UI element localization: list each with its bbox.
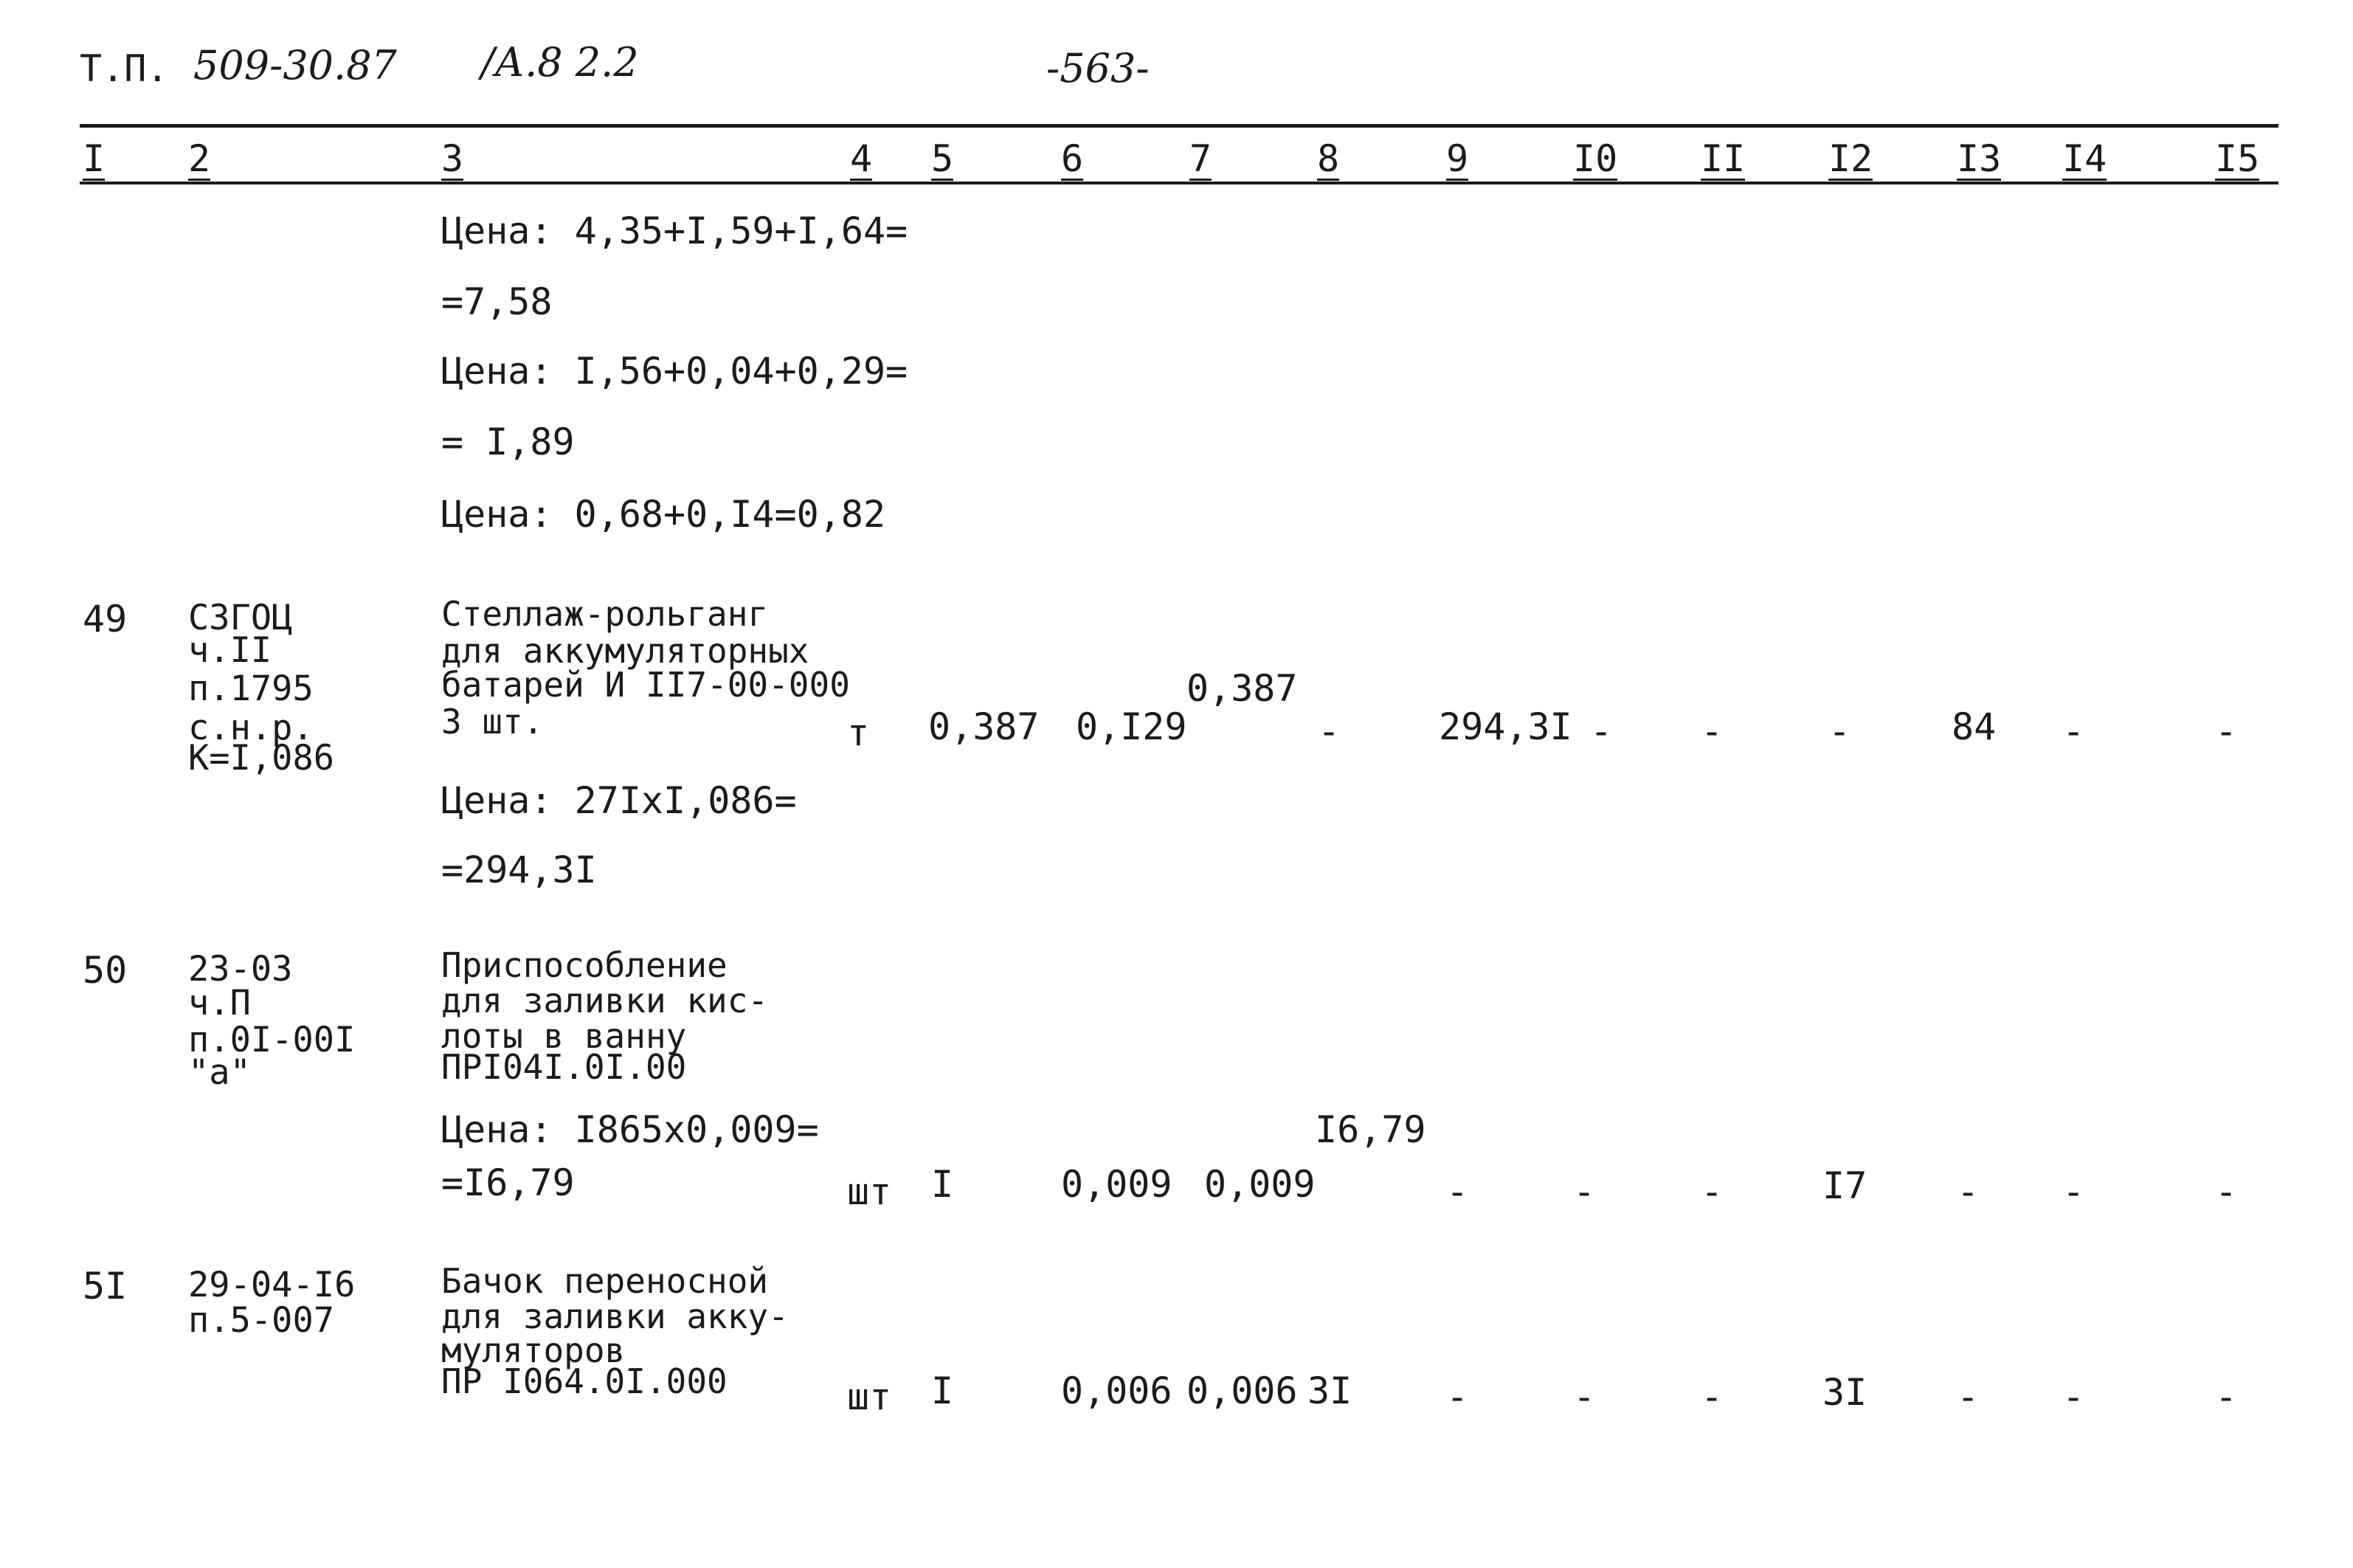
row-col5: 0,387 [928,705,1040,748]
row-col12: - [1828,710,1851,753]
row-code-line: п.5-007 [188,1300,335,1341]
row-col7: 0,009 [1204,1163,1316,1206]
row-col7: 0,387 [1186,667,1298,710]
row-code-line: СЗГОЦ [188,598,293,638]
price-line: =294,3I [441,849,597,891]
row-col8: I6,79 [1315,1108,1426,1151]
album-number: /А.8 2.2 [481,39,639,86]
row-col10: - [1573,1170,1596,1213]
row-number: 50 [83,949,128,992]
col-header-2: 2 [188,137,211,180]
col-header-7: 7 [1189,137,1212,180]
row-col13: - [1957,1170,1980,1213]
row-unit: шт [847,1170,892,1213]
price-line: =7,58 [441,280,553,323]
row-col8: 3I [1307,1370,1352,1412]
row-name-line: для заливки кис- [441,981,769,1020]
row-col10: - [1590,710,1613,753]
row-name-line: лоты в ванну [441,1016,687,1056]
row-col12: 3I [1822,1371,1867,1414]
col-header-9: 9 [1446,137,1469,180]
row-code-line: 23-03 [188,949,293,990]
col-header-12: I2 [1828,137,1873,180]
row-col6: 0,009 [1061,1163,1172,1206]
col-header-15: I5 [2215,137,2260,180]
price-line: Цена: 0,68+0,I4=0,82 [441,493,886,536]
row-col14: - [2062,710,2085,753]
row-col11: - [1701,710,1724,753]
row-name-line: для аккумуляторных [441,631,809,671]
col-header-14: I4 [2062,137,2107,180]
row-unit: шт [847,1375,892,1418]
price-line: Цена: 4,35+I,59+I,64= [441,210,908,252]
row-col5: I [931,1370,954,1412]
row-name-line: Приспособление [441,945,728,985]
tp-prefix: Т.П. [80,47,169,90]
row-col9: - [1446,1375,1469,1418]
tp-number: 509-30.87 [193,42,397,89]
row-col12: I7 [1822,1164,1867,1207]
top-rule [80,124,2278,128]
col-header-3: 3 [441,137,464,180]
row-code-line: ч.П [188,983,251,1023]
row-col11: - [1701,1170,1724,1213]
row-col15: - [2215,1375,2238,1418]
row-unit: т [847,711,870,754]
row-code-line: п.0I-00I [188,1020,356,1060]
row-code-line: с.н.р. [188,708,314,748]
price-line: Цена: 27IxI,086= [441,779,797,822]
row-name-line: муляторов [441,1330,626,1370]
header-rule [80,182,2278,184]
row-col15: - [2215,710,2238,753]
row-col8: - [1318,710,1341,753]
row-col7: 0,006 [1186,1370,1298,1412]
row-name-line: Бачок переносной [441,1261,769,1301]
row-col9: 294,3I [1439,705,1572,748]
row-col10: - [1573,1375,1596,1418]
row-number: 5I [83,1265,128,1308]
col-header-10: I0 [1573,137,1618,180]
row-name-line: Стеллаж-рольганг [441,594,769,634]
row-name-line: 3 шт. [441,702,544,742]
row-col5: I [931,1163,954,1206]
row-code-line: К=I,086 [188,738,335,778]
col-header-4: 4 [850,137,873,180]
col-header-6: 6 [1061,137,1084,180]
row-code-line: 29-04-I6 [188,1265,356,1305]
row-name-line: для заливки акку- [441,1296,789,1336]
row-col13: 84 [1952,705,1997,748]
row-col6: 0,I29 [1076,705,1187,748]
row-col14: - [2062,1170,2085,1213]
row-code-line: "а" [188,1052,251,1093]
page-number: -563- [1046,45,1150,91]
row-code-line: п.1795 [188,669,314,709]
row-code-line: ч.II [188,630,272,671]
row-col11: - [1701,1375,1724,1418]
row-col14: - [2062,1375,2085,1418]
row-name-line: батарей И II7-00-000 [441,665,850,705]
row-col15: - [2215,1170,2238,1213]
col-header-13: I3 [1957,137,2002,180]
price-line: =I6,79 [441,1161,575,1204]
row-name-line: ПРI04I.0I.00 [441,1047,687,1087]
row-col6: 0,006 [1061,1370,1172,1412]
row-col9: - [1446,1170,1469,1213]
col-header-5: 5 [931,137,954,180]
col-header-8: 8 [1317,137,1340,180]
price-line: = I,89 [441,421,575,463]
row-number: 49 [83,598,128,640]
price-line: Цена: I865x0,009= [441,1108,819,1151]
row-name-line: ПР I064.0I.000 [441,1361,728,1401]
row-col13: - [1957,1375,1980,1418]
col-header-11: II [1701,137,1746,180]
col-header-1: I [83,137,106,180]
price-line: Цена: I,56+0,04+0,29= [441,350,908,393]
